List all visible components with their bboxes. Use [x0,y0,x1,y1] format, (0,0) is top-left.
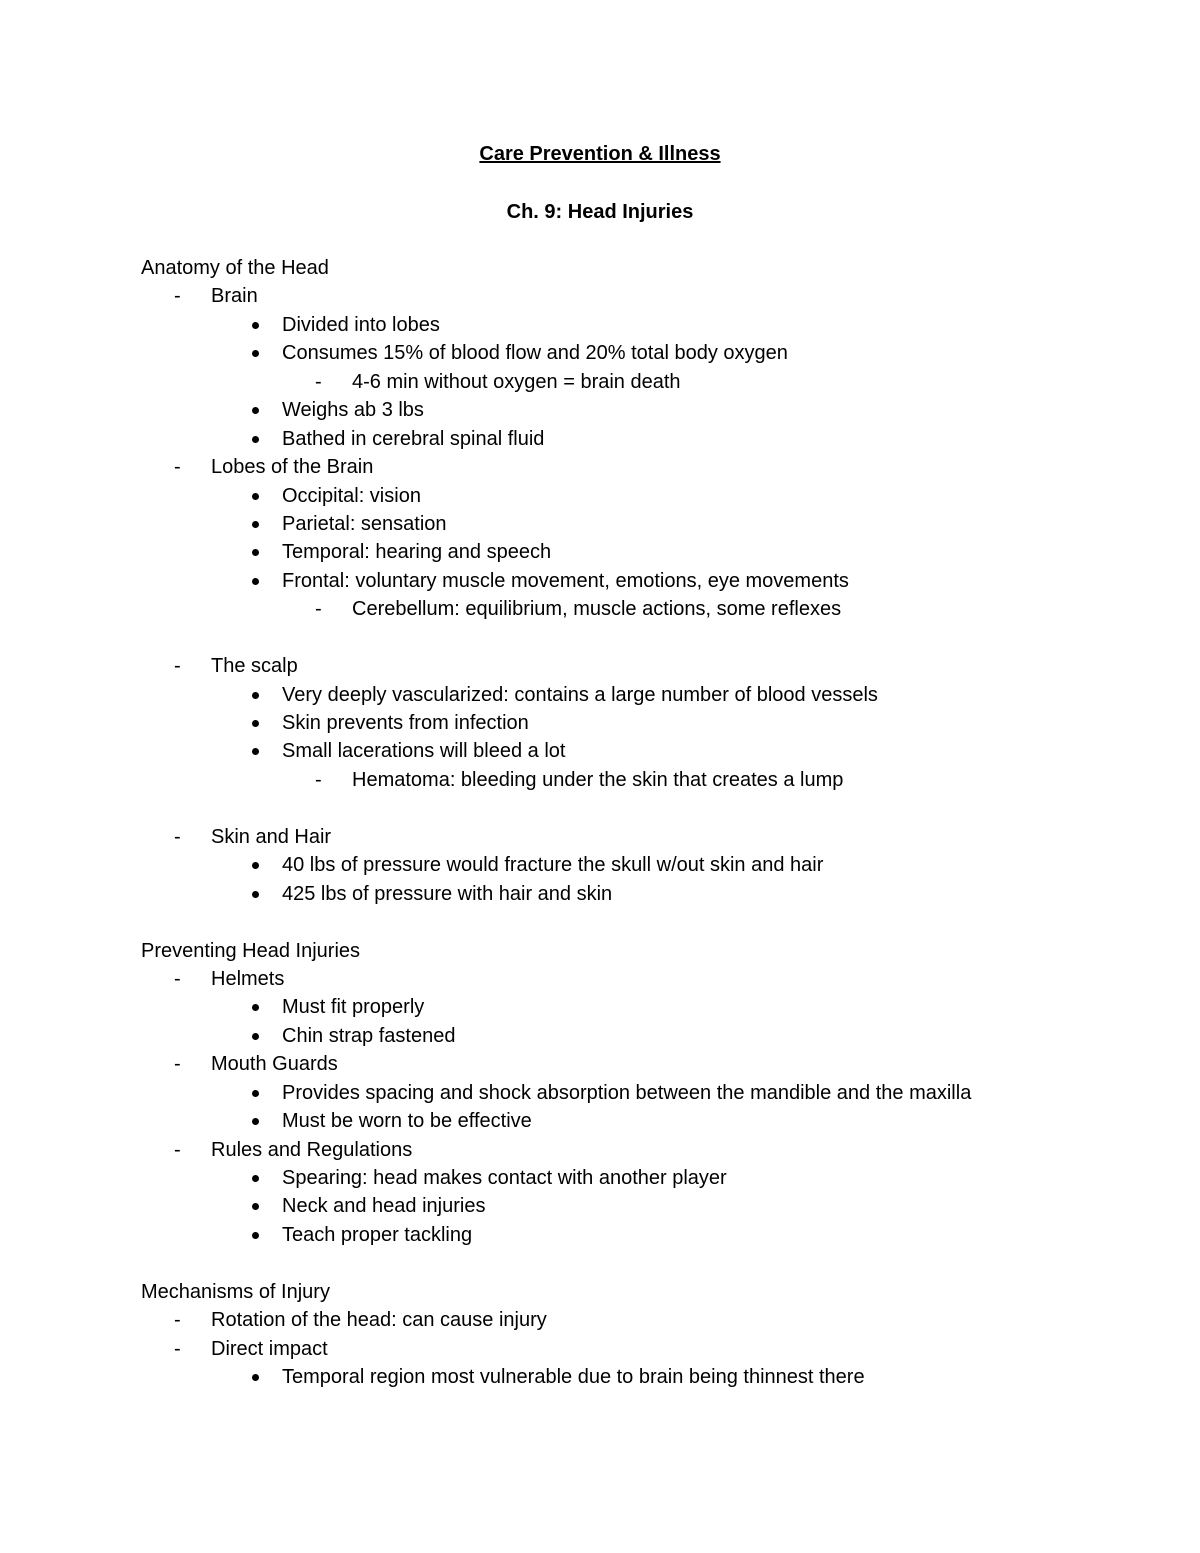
bullet-dot-icon [252,1374,259,1381]
item-text: Occipital: vision [282,484,421,507]
bullet-item [141,1166,1141,1194]
outline-item [141,967,1141,995]
item-text: Skin and Hair [211,825,332,848]
item-text: Parietal: sensation [282,512,447,535]
bullet-dot-icon [252,578,259,585]
bullet-dot-icon [252,407,259,414]
bullet-item [141,427,1141,455]
bullet-dot-icon [252,891,259,898]
outline-item [141,1138,1141,1166]
item-text: Rotation of the head: can cause injury [211,1309,547,1332]
item-text: Teach proper tackling [282,1223,473,1246]
bullet-item [141,853,1141,881]
blank-line [141,796,1141,824]
bullet-item [141,1109,1141,1137]
item-text: Frontal: voluntary muscle movement, emotions, eye movements [282,569,849,592]
bullet-item [141,683,1141,711]
bullet-item [141,341,1141,369]
item-text: Rules and Regulations [211,1138,413,1161]
blank-line [141,1251,1141,1279]
outline-item [141,1052,1141,1080]
item-text: Must be worn to be effective [282,1110,532,1133]
dash-marker: - [174,967,181,990]
item-text: Divided into lobes [282,313,440,336]
bullet-dot-icon [252,493,259,500]
item-text: Skin prevents from infection [282,712,529,734]
bullet-dot-icon [252,1232,259,1239]
bullet-item [141,313,1141,341]
bullet-dot-icon [252,549,259,556]
outline-item [141,1337,1141,1365]
dash-marker: - [174,825,181,848]
item-text: Mouth Guards [211,1053,338,1076]
bullet-item [141,484,1141,512]
item-text: Chin strap fastened [282,1024,456,1047]
item-text: Preventing Head Injuries [141,939,361,962]
item-text: Small lacerations will bleed a lot [282,740,566,763]
item-text: Hematoma: bleeding under the skin that creates a lump [352,768,844,791]
bullet-item [141,739,1141,767]
bullet-item [141,569,1141,597]
item-text: The scalp [211,655,298,678]
item-text: Provides spacing and shock absorption between the mandible and the maxilla [282,1081,972,1104]
dash-marker: - [174,285,181,308]
item-text: Cerebellum: equilibrium, muscle actions, some reflexes [352,598,842,621]
bullet-dot-icon [252,1175,259,1182]
bullet-item [141,1024,1141,1052]
bullet-item [141,1194,1141,1222]
outline-item [141,1308,1141,1336]
item-text: Anatomy of the Head [141,257,329,279]
item-text: Neck and head injuries [282,1195,486,1218]
outline-item [141,455,1141,483]
bullet-item [141,512,1141,540]
dash-marker: - [315,768,322,791]
item-text: Lobes of the Brain [211,456,374,479]
bullet-item [141,398,1141,426]
blank-line [141,626,1141,654]
outline-item [141,825,1141,853]
dash-marker: - [174,1337,181,1360]
item-text: Consumes 15% of blood flow and 20% total body oxygen [282,342,788,365]
bullet-dot-icon [252,322,259,329]
dash-marker: - [315,598,322,621]
notes-body [141,256,1141,1394]
bullet-dot-icon [252,1090,259,1097]
item-text: Mechanisms of Injury [141,1280,330,1303]
item-text: Temporal: hearing and speech [282,541,552,564]
bullet-item [141,1365,1141,1393]
bullet-dot-icon [252,692,259,699]
sub-item [141,370,1141,398]
section-heading [141,256,1141,284]
sub-item [141,768,1141,796]
dash-marker: - [174,1138,181,1161]
bullet-item [141,1223,1141,1251]
bullet-dot-icon [252,862,259,869]
bullet-dot-icon [252,720,259,727]
bullet-dot-icon [252,1004,259,1011]
dash-marker: - [174,1053,181,1076]
item-text: 4-6 min without oxygen = brain death [352,370,681,393]
outline-item [141,284,1141,312]
item-text: Temporal region most vulnerable due to brain being thinnest there [282,1366,865,1389]
item-text: Must fit properly [282,996,425,1019]
item-text: Direct impact [211,1337,328,1360]
bullet-dot-icon [252,350,259,357]
item-text: Spearing: head makes contact with another player [282,1167,727,1189]
dash-marker: - [315,370,322,393]
bullet-item [141,1081,1141,1109]
bullet-dot-icon [252,748,259,755]
bullet-item [141,711,1141,739]
item-text: Very deeply vascularized: contains a large number of blood vessels [282,683,878,706]
item-text: Bathed in cerebral spinal fluid [282,427,545,450]
bullet-item [141,995,1141,1023]
item-text: 425 lbs of pressure with hair and skin [282,882,613,905]
bullet-dot-icon [252,1203,259,1210]
item-text: Brain [211,285,258,308]
chapter-heading: Ch. 9: Head Injuries [506,201,694,223]
dash-marker: - [174,456,181,479]
item-text: Weighs ab 3 lbs [282,399,424,422]
bullet-item [141,540,1141,568]
bullet-dot-icon [252,521,259,528]
item-text: 40 lbs of pressure would fracture the skull w/out skin and hair [282,854,824,877]
dash-marker: - [174,1309,181,1332]
section-heading [141,939,1141,967]
dash-marker: - [174,655,181,678]
sub-item [141,597,1141,625]
blank-line [141,910,1141,938]
bullet-item [141,882,1141,910]
bullet-dot-icon [252,1033,259,1040]
section-heading [141,1280,1141,1308]
document-title: Care Prevention & Illness [479,143,721,165]
bullet-dot-icon [252,436,259,443]
item-text: Helmets [211,967,285,990]
bullet-dot-icon [252,1118,259,1125]
outline-item [141,654,1141,682]
